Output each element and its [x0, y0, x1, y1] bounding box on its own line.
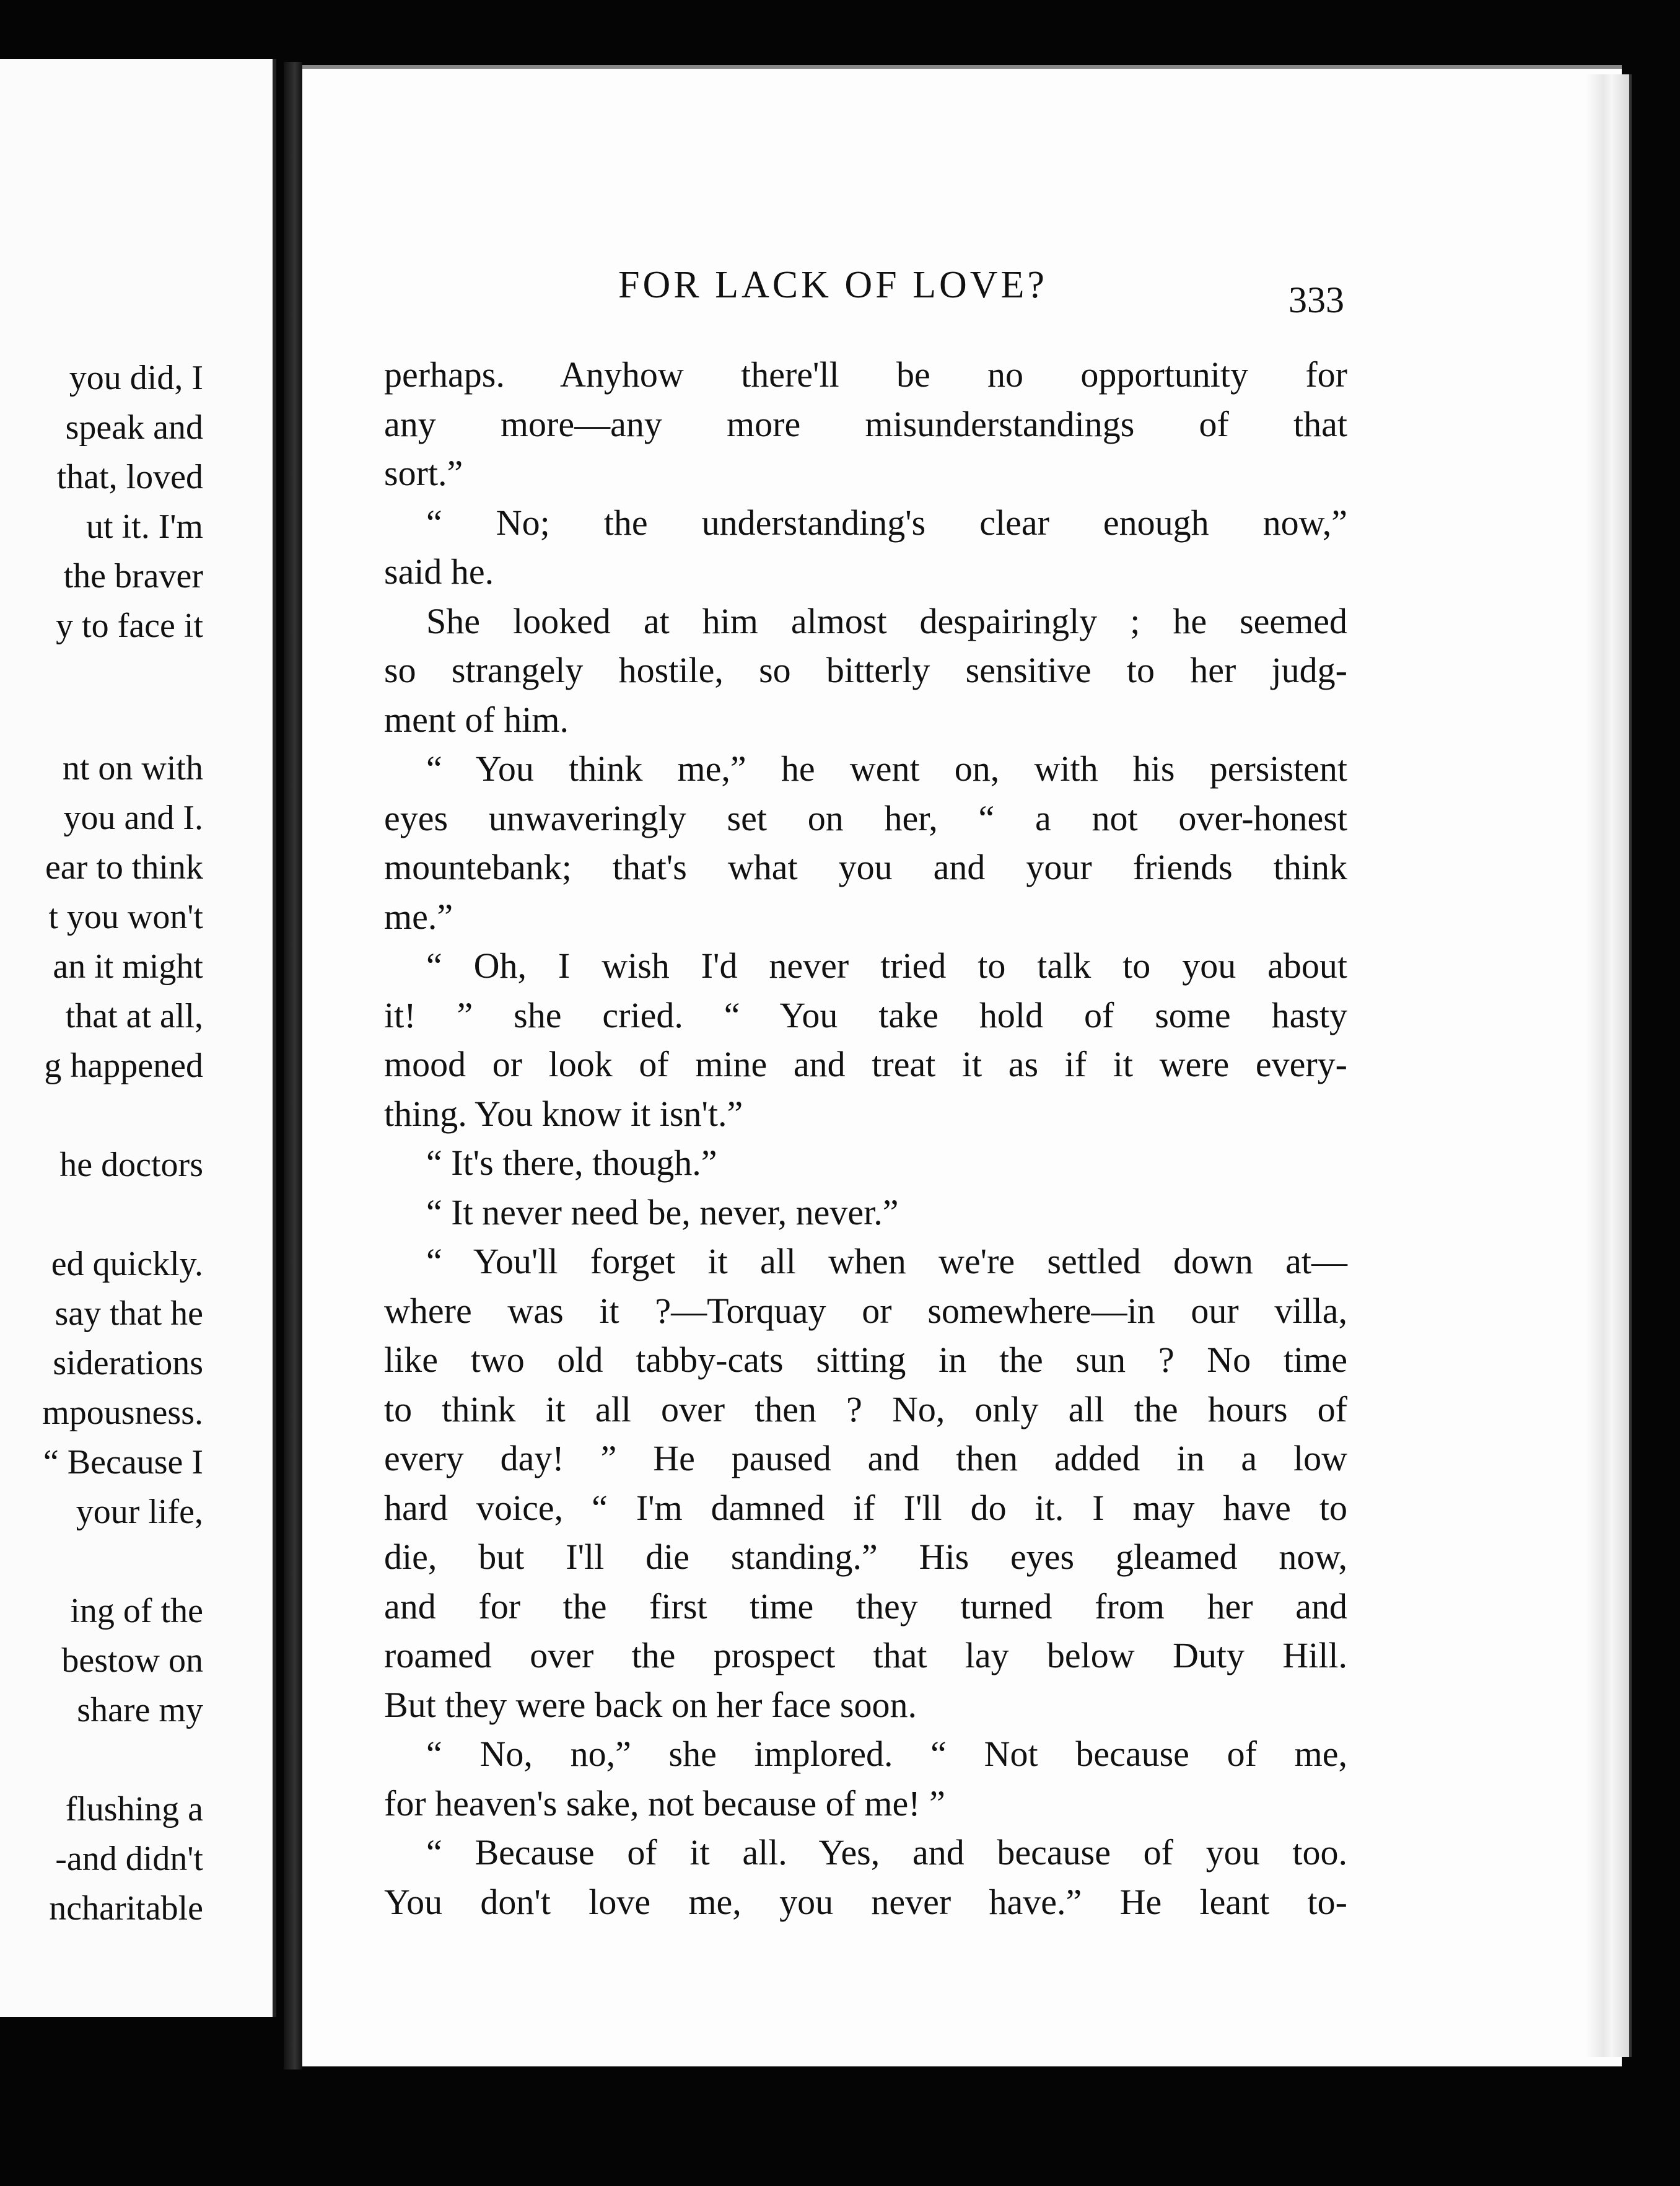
text-line: “ No, no,” she implored. “ Not because of me,	[426, 1734, 1347, 1774]
left-page-line: he doctors	[59, 1146, 203, 1184]
left-page-line: siderations	[53, 1344, 203, 1382]
text-line: roamed over the prospect that lay below Duty Hill.	[384, 1635, 1347, 1675]
text-line: so strangely hostile, so bitterly sensitive to her judg-	[384, 650, 1347, 690]
text-line: “ It's there, though.”	[426, 1143, 717, 1183]
text-line: any more—any more misunderstandings of that	[384, 403, 1347, 444]
page-edge	[1586, 74, 1632, 2057]
book-gutter	[284, 62, 302, 2070]
left-page-line: you did, I	[69, 359, 203, 397]
text-line: You don't love me, you never have.” He leant to-	[384, 1881, 1347, 1922]
left-page-line: ut it. I'm	[86, 507, 203, 546]
left-page-line: that at all,	[65, 997, 203, 1035]
text-line: said he.	[384, 551, 494, 592]
text-line: and for the first time they turned from her and	[384, 1586, 1347, 1626]
left-page-line: the braver	[63, 557, 203, 595]
left-page-fragment	[0, 59, 276, 2017]
left-page-line: share my	[77, 1691, 203, 1729]
text-line: She looked at him almost despairingly ; he seemed	[426, 600, 1347, 641]
left-page-line: you and I.	[63, 799, 203, 837]
left-page-line: ncharitable	[49, 1889, 203, 1928]
text-line: sort.”	[384, 453, 463, 493]
text-line: like two old tabby-cats sitting in the sun ? No time	[384, 1340, 1347, 1380]
text-line: “ You think me,” he went on, with his persistent	[426, 748, 1347, 789]
left-page-line: ed quickly.	[51, 1245, 203, 1283]
text-line: “ You'll forget it all when we're settled down at—	[426, 1241, 1347, 1281]
left-page-line: an it might	[53, 947, 203, 986]
text-line: thing. You know it isn't.”	[384, 1093, 743, 1134]
text-line: “ No; the understanding's clear enough now,”	[426, 502, 1347, 543]
text-line: for heaven's sake, not because of me! ”	[384, 1783, 945, 1824]
left-page-line: y to face it	[56, 607, 203, 645]
left-page-line: flushing a	[65, 1790, 203, 1828]
left-page-line: say that he	[55, 1294, 203, 1333]
text-line: perhaps. Anyhow there'll be no opportunity for	[384, 354, 1347, 395]
left-page-line: speak and	[65, 408, 203, 447]
left-page-line: nt on with	[62, 749, 203, 788]
left-page-line: your life,	[76, 1493, 203, 1531]
left-page-line: mpousness.	[42, 1394, 203, 1432]
text-line: “ Oh, I wish I'd never tried to talk to you about	[426, 946, 1347, 986]
left-page-line: bestow on	[61, 1641, 203, 1680]
text-line: But they were back on her face soon.	[384, 1684, 917, 1725]
body-text	[384, 350, 1347, 1926]
text-line: mood or look of mine and treat it as if it were every-	[384, 1044, 1347, 1084]
page-number: 333	[1288, 279, 1344, 320]
text-line: hard voice, “ I'm damned if I'll do it. I may have to	[384, 1487, 1347, 1528]
text-line: where was it ?—Torquay or somewhere—in our villa,	[384, 1290, 1347, 1331]
text-line: mountebank; that's what you and your friends think	[384, 847, 1347, 887]
text-line: me.”	[384, 896, 453, 937]
text-line: every day! ” He paused and then added in a low	[384, 1438, 1347, 1478]
left-page-line: g happened	[44, 1047, 203, 1085]
text-line: it! ” she cried. “ You take hold of some hasty	[384, 994, 1347, 1035]
text-line: die, but I'll die standing.” His eyes gleamed now,	[384, 1537, 1347, 1577]
text-line: ment of him.	[384, 699, 569, 740]
text-line: to think it all over then ? No, only all the hours of	[384, 1389, 1347, 1429]
left-page-line: “ Because I	[43, 1443, 203, 1481]
left-page-line: that, loved	[56, 458, 203, 496]
left-page-line: -and didn't	[55, 1840, 203, 1878]
text-line: “ It never need be, never, never.”	[426, 1192, 899, 1232]
left-page-line: ear to think	[45, 848, 203, 887]
text-line: “ Because of it all. Yes, and because of you too.	[426, 1832, 1347, 1872]
left-page-line: ing of the	[70, 1592, 203, 1630]
running-head: FOR LACK OF LOVE?	[618, 264, 1048, 306]
text-line: eyes unwaveringly set on her, “ a not over-honest	[384, 797, 1347, 838]
left-page-line: t you won't	[48, 898, 203, 936]
